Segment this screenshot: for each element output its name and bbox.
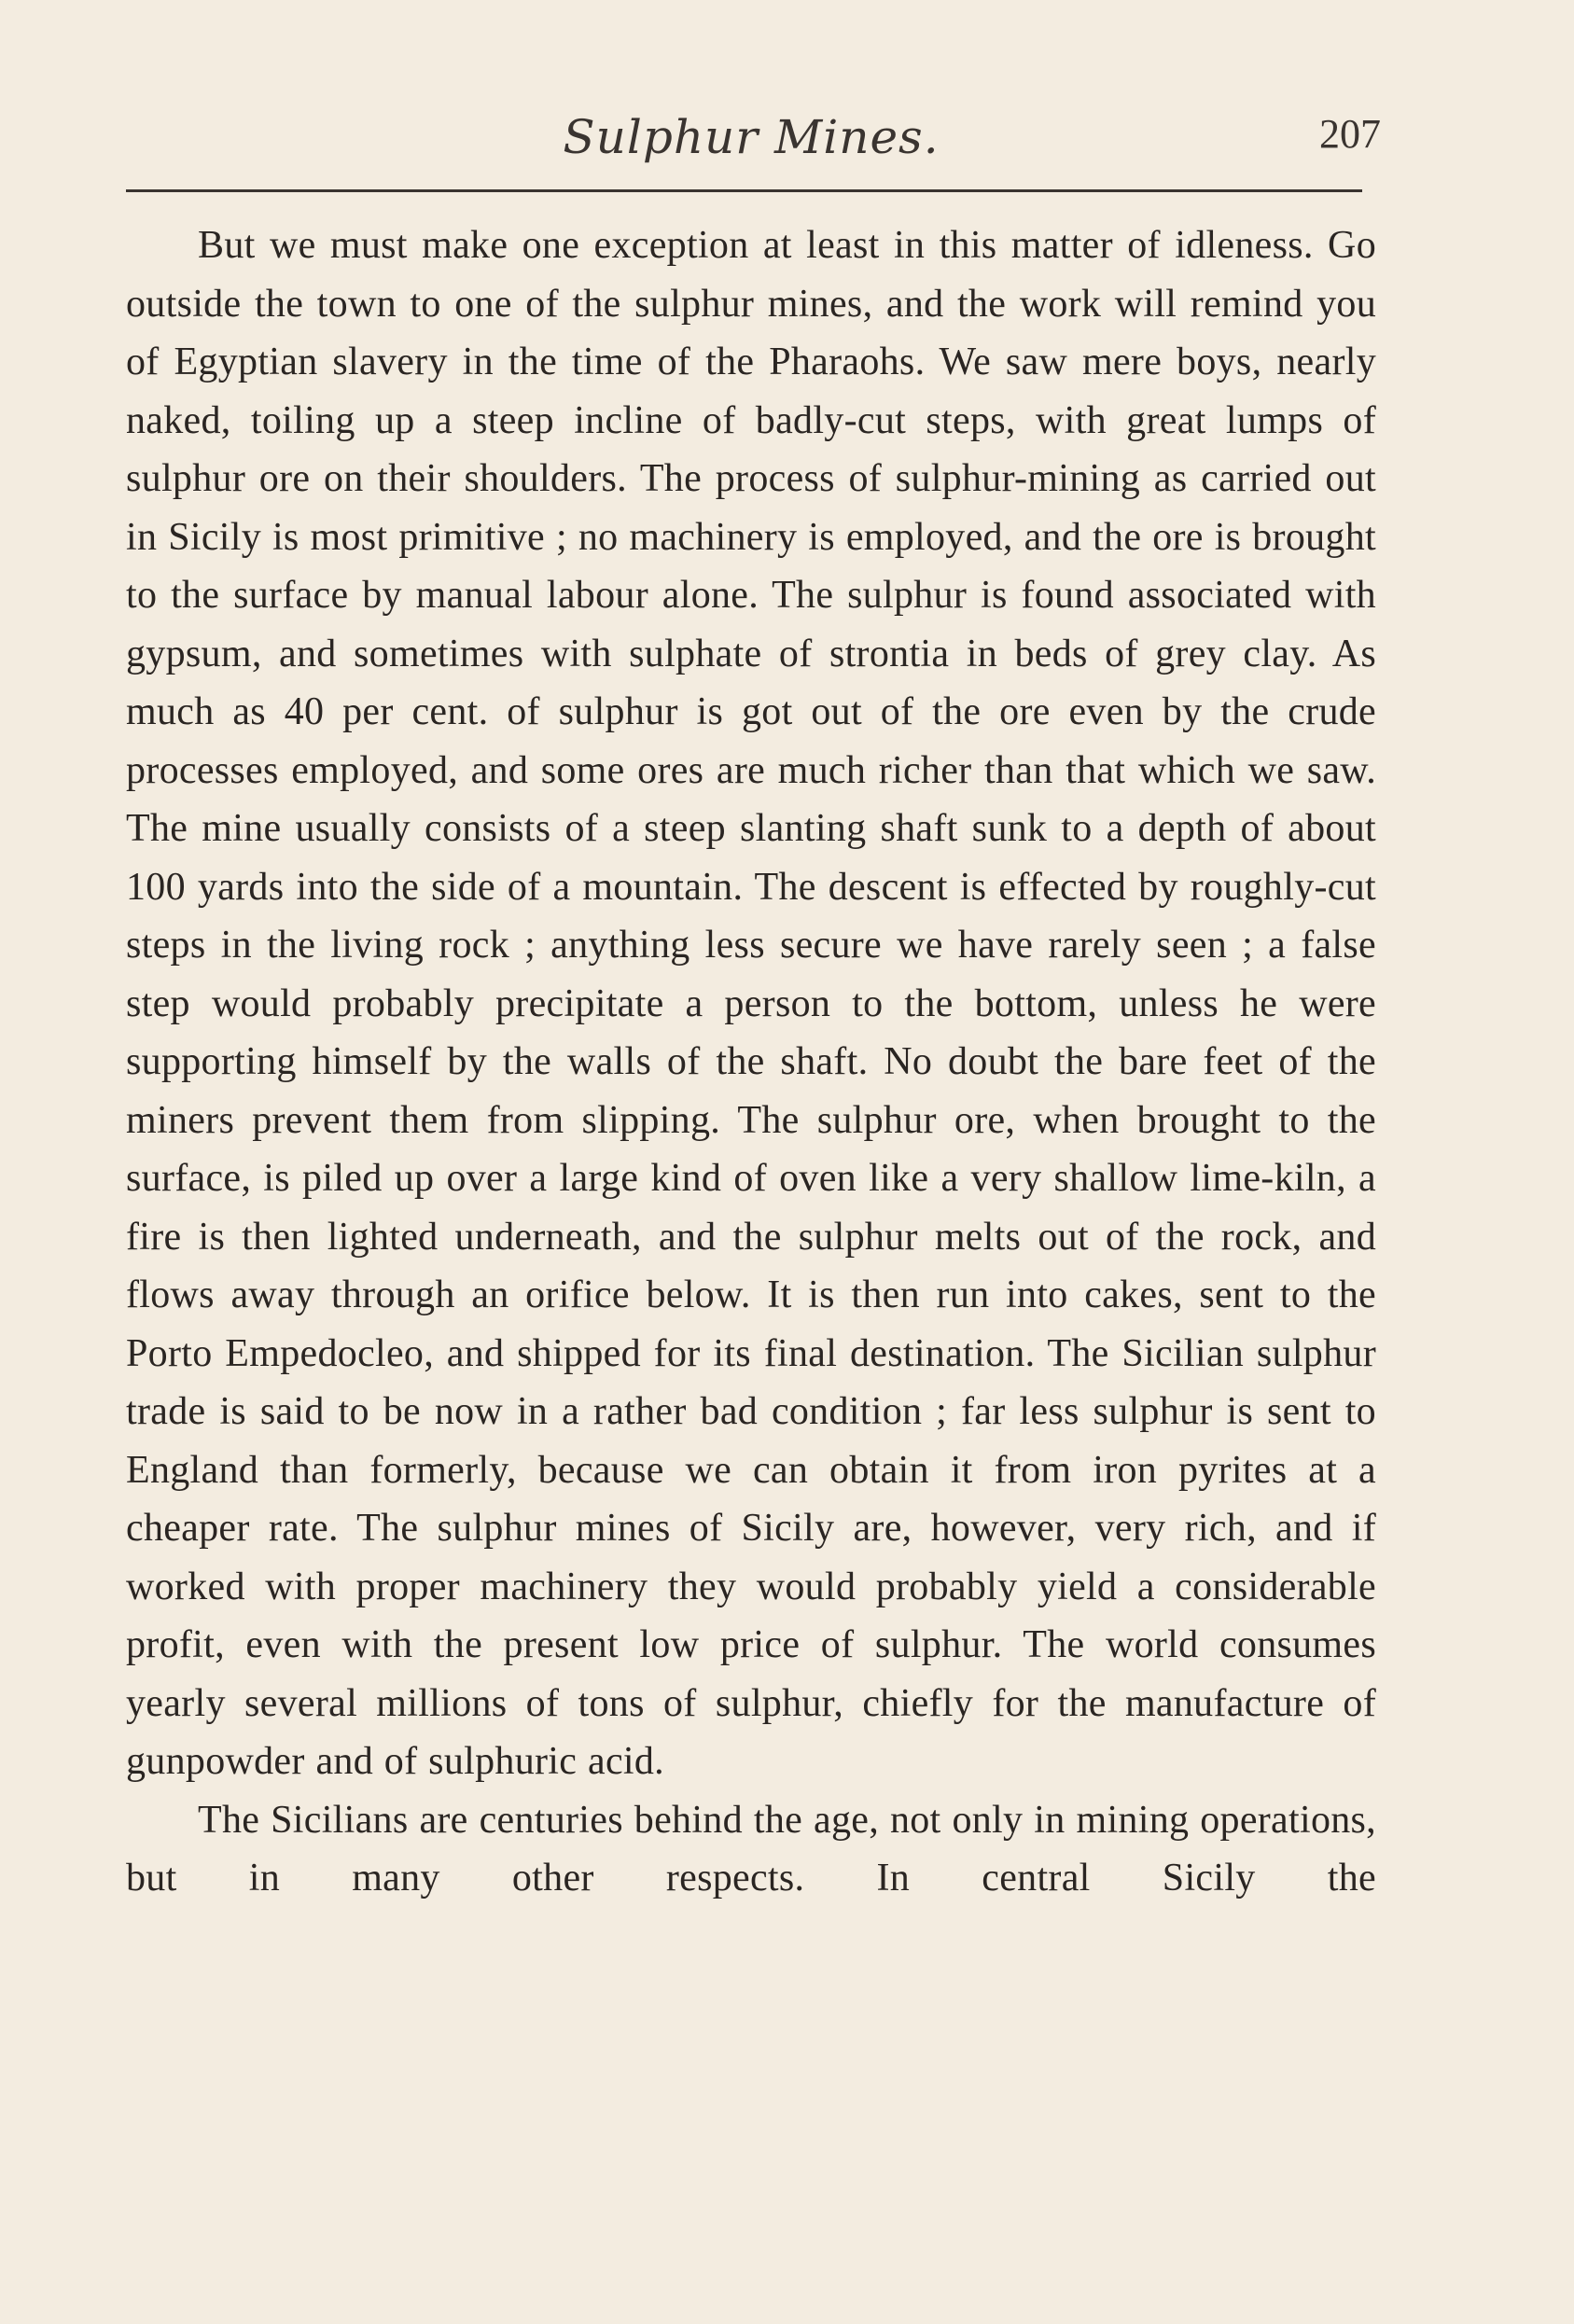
paragraph-1: But we must make one exception at least in this matter of idleness. Go outside the town to one of the sulphur mines, and the work will remind you of Egyptian slavery in the time of the Pharaohs. We saw mere boys, nearly naked, toiling up a steep incline of badly-cut steps, with great lumps of sulphur ore on their shoulders. The process of sulphur-mining as carried out in Sicily is most primitive ; no machinery is employed, and the ore is brought to the surface by manual labour alone. The sulphur is found associated with gypsum, and sometimes with sulphate of strontia in beds of grey clay. As much as 40 per cent. of sulphur is got out of the ore even by the crude processes employed, and some ores are much richer than that which we saw. The mine usually consists of a steep slanting shaft sunk to a depth of about 100 yards into the side of a mountain. The descent is effected by roughly-cut steps in the living rock ; anything less secure we have rarely seen ; a false step would probably precipitate a person to the bottom, unless he were supporting himself by the walls of the shaft. No doubt the bare feet of the miners prevent them from slipping. The sulphur ore, when brought to the surface, is piled up over a large kind of oven like a very shallow lime-kiln, a fire is then lighted underneath, and the sulphur melts out of the rock, and flows away through an orifice below. It is then run into cakes, sent to the Porto Empedocleo, and shipped for its final destination. The Sicilian sulphur trade is said to be now in a rather bad condition ; far less sulphur is sent to England than formerly, because we can obtain it from iron pyrites at a cheaper rate. The sulphur mines of Sicily are, however, very rich, and if worked with proper machinery they would probably yield a considerable profit, even with the present low price of sulphur. The world consumes yearly several millions of tons of sulphur, chiefly for the manufacture of gunpowder and of sulphuric acid. bbox=[126, 224, 1376, 1783]
running-head-title: Sulphur Mines. bbox=[563, 110, 940, 164]
body-text bbox=[126, 216, 1376, 1908]
paragraph-2: The Sicilians are centuries behind the age, not only in mining operations, but in many other respects. In central Sicily the bbox=[126, 1798, 1376, 1900]
running-head bbox=[126, 110, 1381, 175]
page-number: 207 bbox=[1319, 111, 1381, 157]
header-rule bbox=[126, 189, 1362, 192]
